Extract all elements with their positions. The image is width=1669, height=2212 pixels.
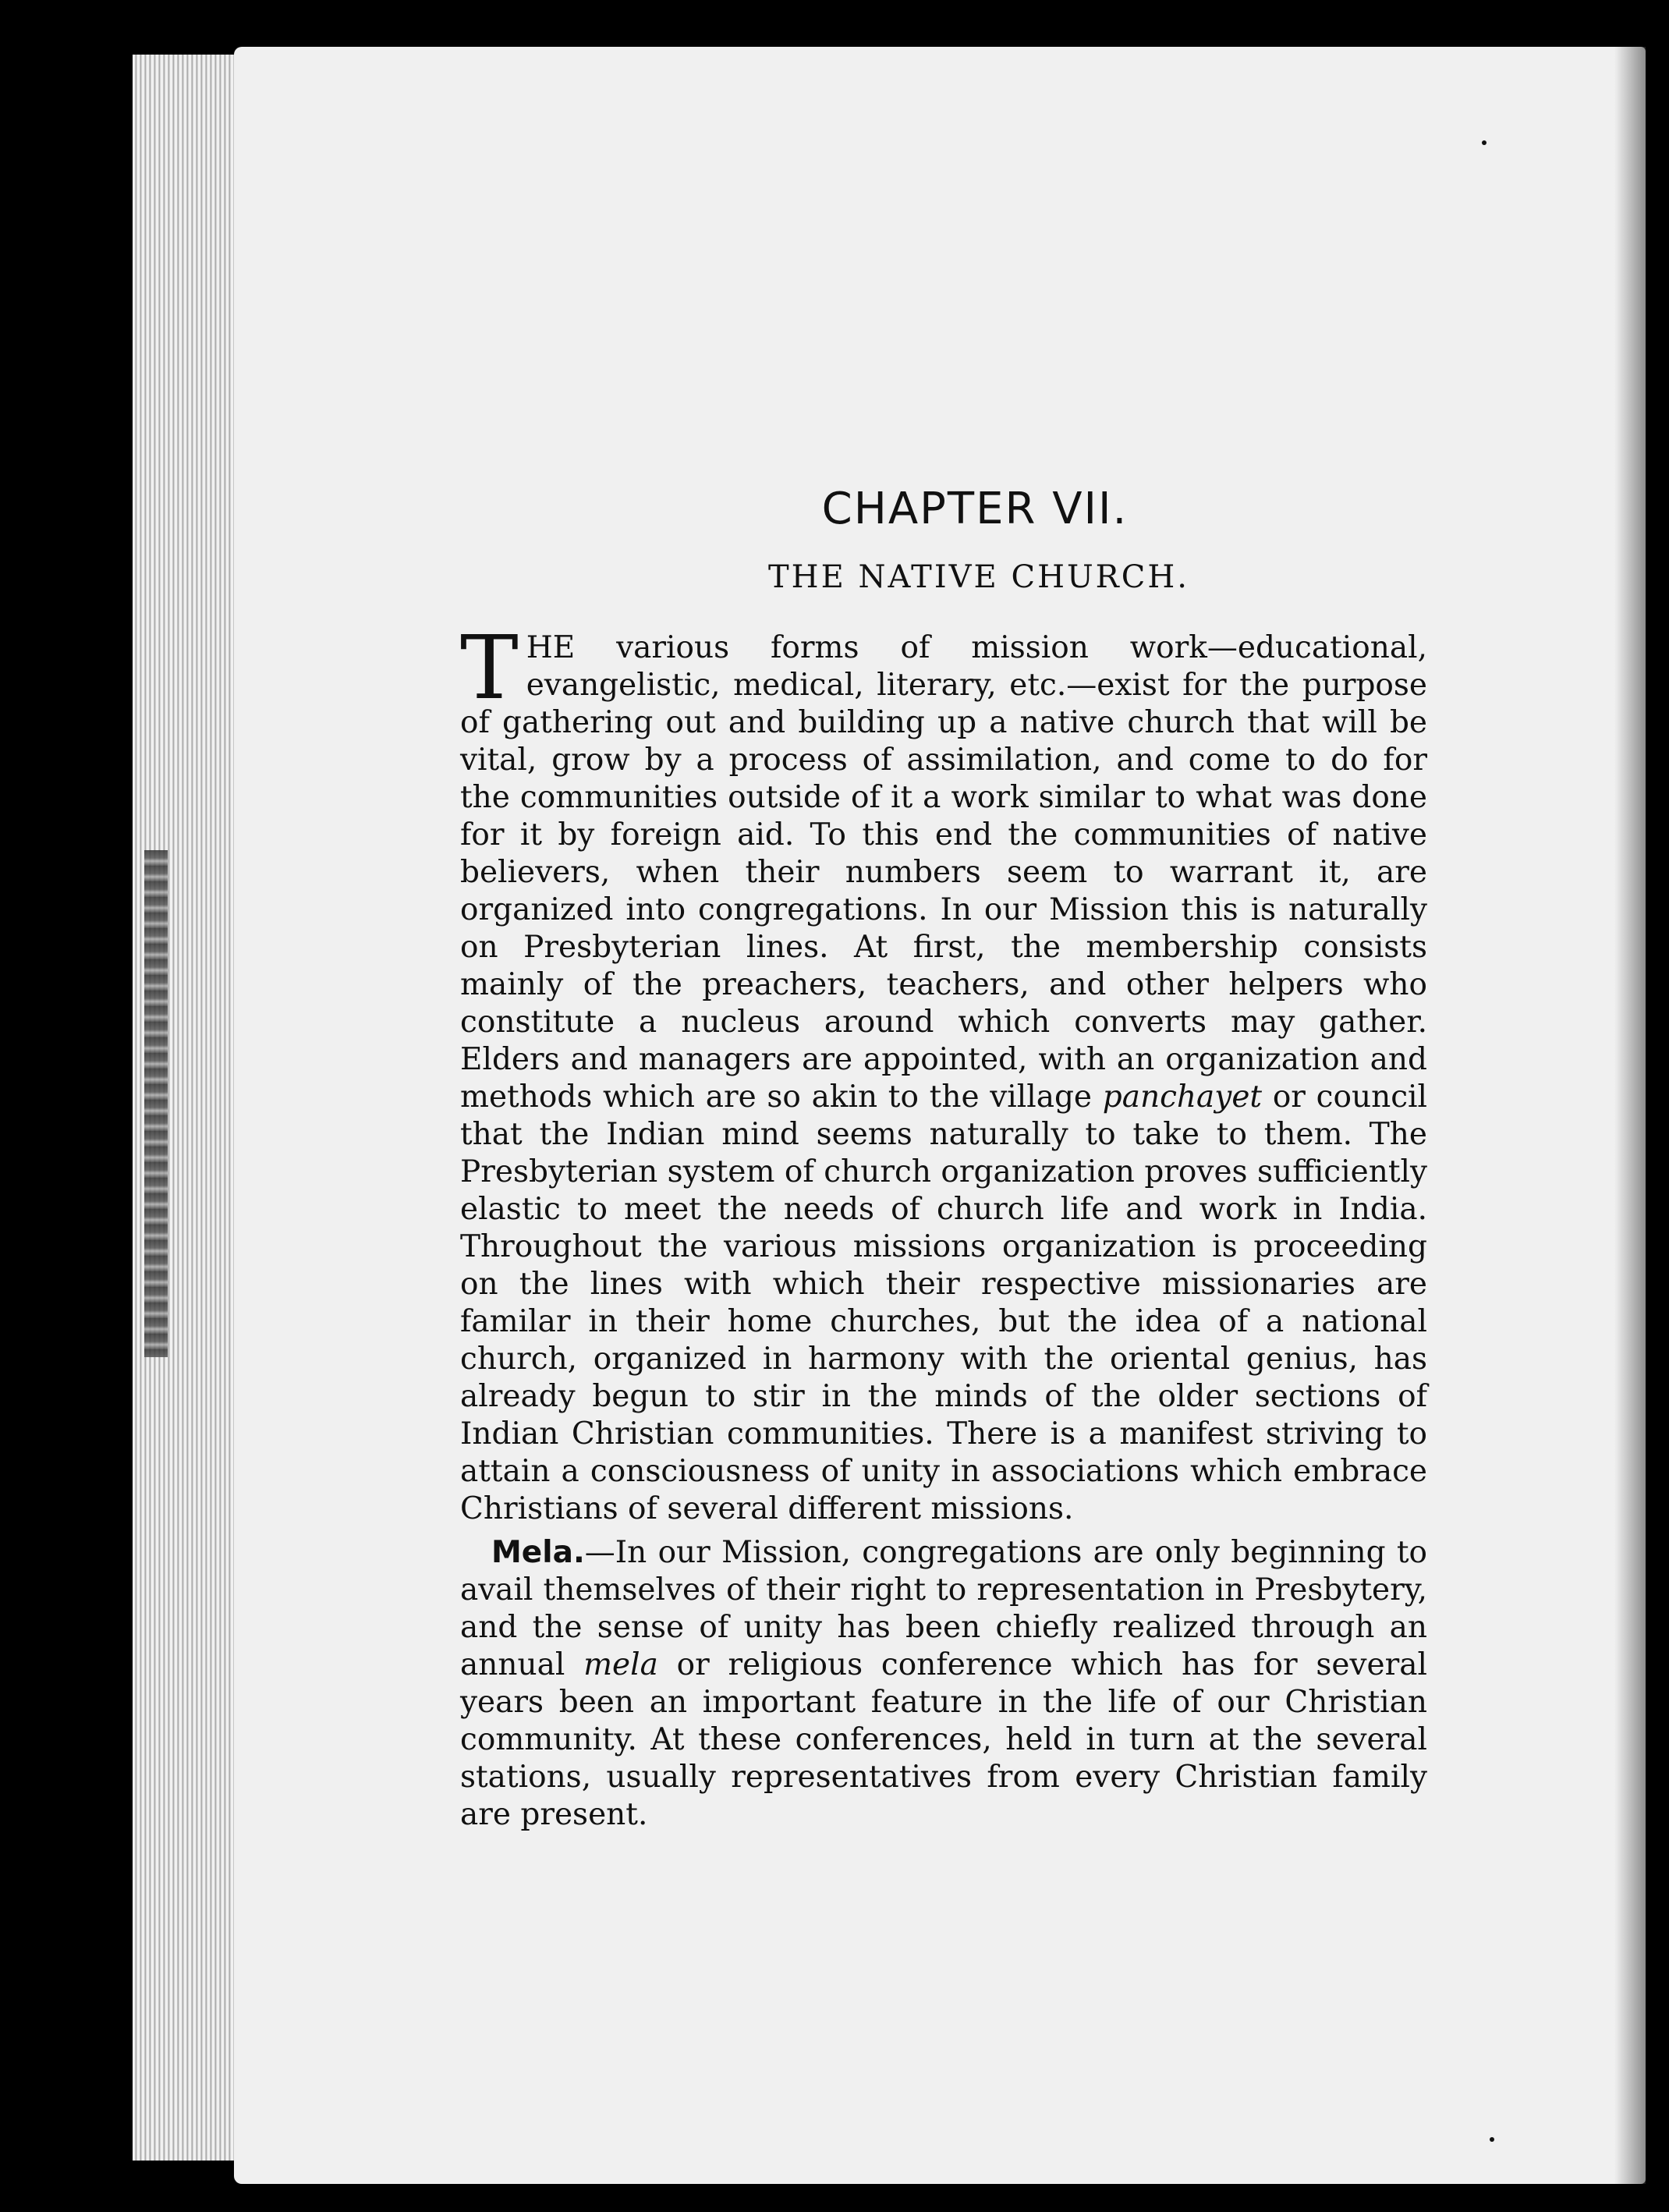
paragraph-text: —In our Mission, congregations are only beginning to avail themselves of their right to representation in Presbytery, and the sense of unity has been chiefly realized through an annual <box>460 1535 1427 1682</box>
paragraph-text: or council that the Indian mind seems naturally to take to them. The Presbyterian system of church organization proves sufficiently elastic to meet the needs of church life and work in India. Throughout the various missions organization is proceeding on the lines with which their respective missionaries are familar in their home churches, but the idea of a national church, organized in harmony with the oriental genius, has already begun to stir in the minds of the older sections of Indian Christian communities. There is a manifest striving to attain a consciousness of unity in associations which embrace Christians of several different missions. <box>460 1079 1428 1526</box>
speck <box>1490 2137 1494 2142</box>
italic-term: mela <box>583 1647 658 1682</box>
italic-term: panchayet <box>1102 1079 1263 1115</box>
paragraph-intro <box>460 618 1428 1528</box>
paragraph-mela <box>460 1534 1427 1834</box>
paragraph-text: or religious conference which has for several years been an important feature in the life of our Christian community. At these conferences, held in turn at the several stations, usually representatives from every Christian family are present. <box>460 1647 1427 1832</box>
chapter-subtitle: THE NATIVE CHURCH. <box>768 559 1189 595</box>
speck <box>1482 140 1487 145</box>
chapter-title: CHAPTER VII. <box>821 484 1129 534</box>
drop-cap: T <box>460 618 519 719</box>
page-edge-marking <box>144 850 168 1357</box>
gutter-shadow <box>1614 47 1646 2184</box>
page-content <box>460 484 1427 1834</box>
side-heading: Mela. <box>491 1535 585 1570</box>
book-page <box>234 47 1646 2184</box>
paragraph-text: HE various forms of mission work—educational, evangelistic, medical, literary, etc.—exist for the purpose of gathering out and building up a native church that will be vital, grow by a process of assimilation, and come to do for the communities outside of it a work similar to what was done for it by foreign aid. To this end the communities of native believers, when their numbers seem to warrant it, are organized into congregations. In our Mission this is naturally on Presbyterian lines. At first, the membership consists mainly of the preachers, teachers, and other helpers who constitute a nucleus around which converts may gather. Elders and managers are appointed, with an organization and methods which are so akin to the village <box>460 630 1427 1115</box>
